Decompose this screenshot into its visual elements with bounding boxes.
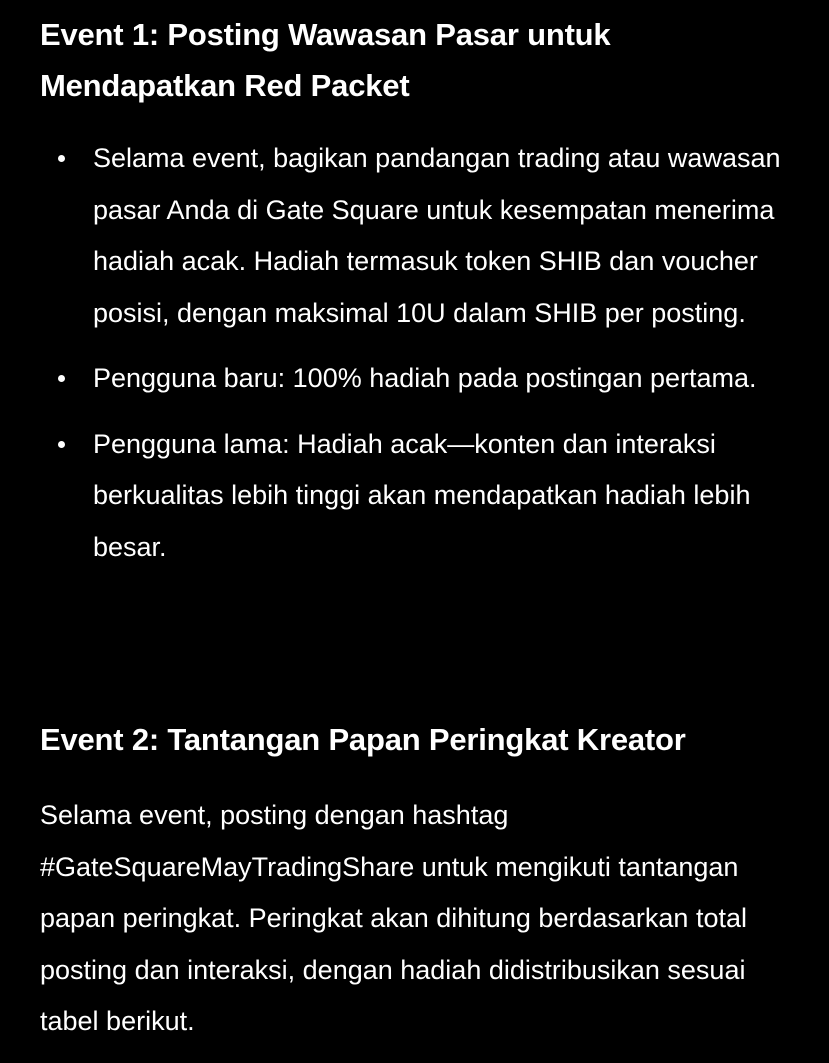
list-item	[40, 419, 800, 574]
event2-heading: Event 2: Tantangan Papan Peringkat Kreator	[40, 722, 686, 757]
bullet-icon	[58, 441, 65, 448]
event1-bullet-list	[40, 133, 800, 587]
event2-description: Selama event, posting dengan hashtag #GateSquareMayTradingShare untuk mengikuti tantangan papan peringkat. Peringkat akan dihitung berdasarkan total posting dan interaksi, dengan hadiah didistribusikan sesuai tabel berikut.	[40, 800, 747, 1036]
event1-heading: Event 1: Posting Wawasan Pasar untuk Mendapatkan Red Packet	[40, 17, 611, 103]
list-item	[40, 353, 800, 405]
list-item	[40, 133, 800, 339]
bullet-icon	[58, 155, 65, 162]
bullet-text: Selama event, bagikan pandangan trading atau wawasan pasar Anda di Gate Square untuk kesempatan menerima hadiah acak. Hadiah termasuk token SHIB dan voucher posisi, dengan maksimal 10U dalam SHIB per posting.	[93, 143, 781, 328]
bullet-text: Pengguna baru: 100% hadiah pada postingan pertama.	[93, 363, 757, 393]
bullet-icon	[58, 375, 65, 382]
bullet-text: Pengguna lama: Hadiah acak—konten dan interaksi berkualitas lebih tinggi akan mendapatkan hadiah lebih besar.	[93, 428, 751, 562]
